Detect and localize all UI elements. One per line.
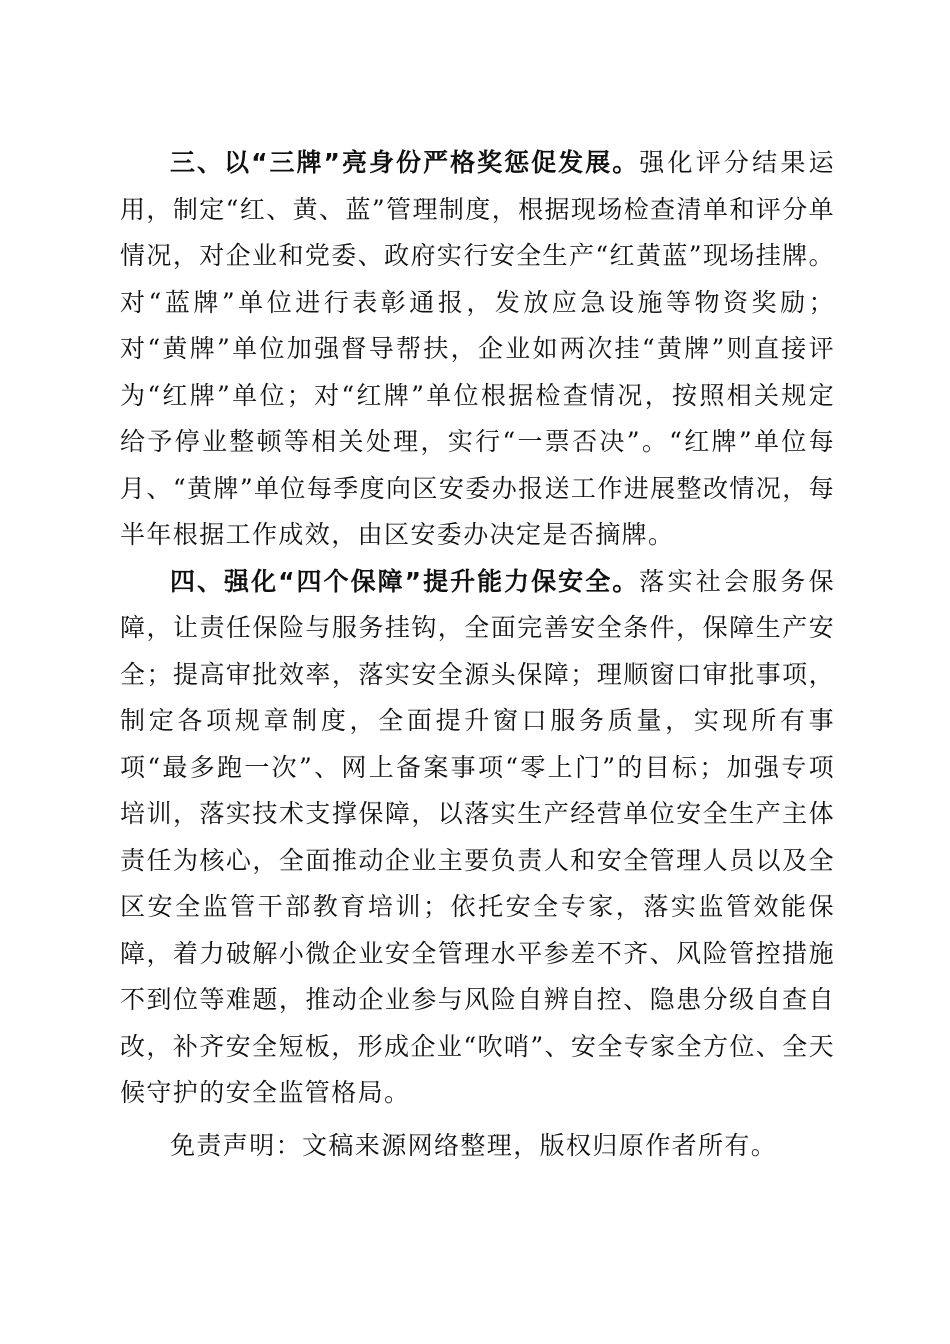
section-three-heading: 三、以“三牌”亮身份严格奖惩促发展。 — [170, 148, 640, 177]
section-three-paragraph — [120, 140, 835, 559]
section-four-paragraph — [120, 559, 835, 1117]
disclaimer-text: 免责声明：文稿来源网络整理，版权归原作者所有。 — [170, 1130, 778, 1160]
document-body — [120, 140, 835, 1169]
section-three-text: 强化评分结果运用，制定“红、黄、蓝”管理制度，根据现场检查清单和评分单情况，对企业和党委、政府实行安全生产“红黄蓝”现场挂牌。对“蓝牌”单位进行表彰通报，发放应急设施等物资奖励；对“黄牌”单位加强督导帮扶，企业如两次挂“黄牌”则直接评为“红牌”单位；对“红牌”单位根据检查情况，按照相关规定给予停业整顿等相关处理，实行“一票否决”。“红牌”单位每月、“黄牌”单位每季度向区安委办报送工作进展整改情况，每半年根据工作成效，由区安委办决定是否摘牌。 — [120, 148, 835, 549]
section-four-heading: 四、强化“四个保障”提升能力保安全。 — [170, 566, 640, 596]
section-four-text: 落实社会服务保障，让责任保险与服务挂钩，全面完善安全条件，保障生产安全；提高审批效率，落实安全源头保障；理顺窗口审批事项，制定各项规章制度，全面提升窗口服务质量，实现所有事项“最多跑一次”、网上备案事项“零上门”的目标；加强专项培训，落实技术支撑保障，以落实生产经营单位安全生产主体责任为核心，全面推动企业主要负责人和安全管理人员以及全区安全监管干部教育培训；依托安全专家，落实监管效能保障，着力破解小微企业安全管理水平参差不齐、风险管控措施不到位等难题，推动企业参与风险自辨自控、隐患分级自查自改，补齐安全短板，形成企业“吹哨”、安全专家全方位、全天候守护的安全监管格局。 — [120, 566, 835, 1107]
